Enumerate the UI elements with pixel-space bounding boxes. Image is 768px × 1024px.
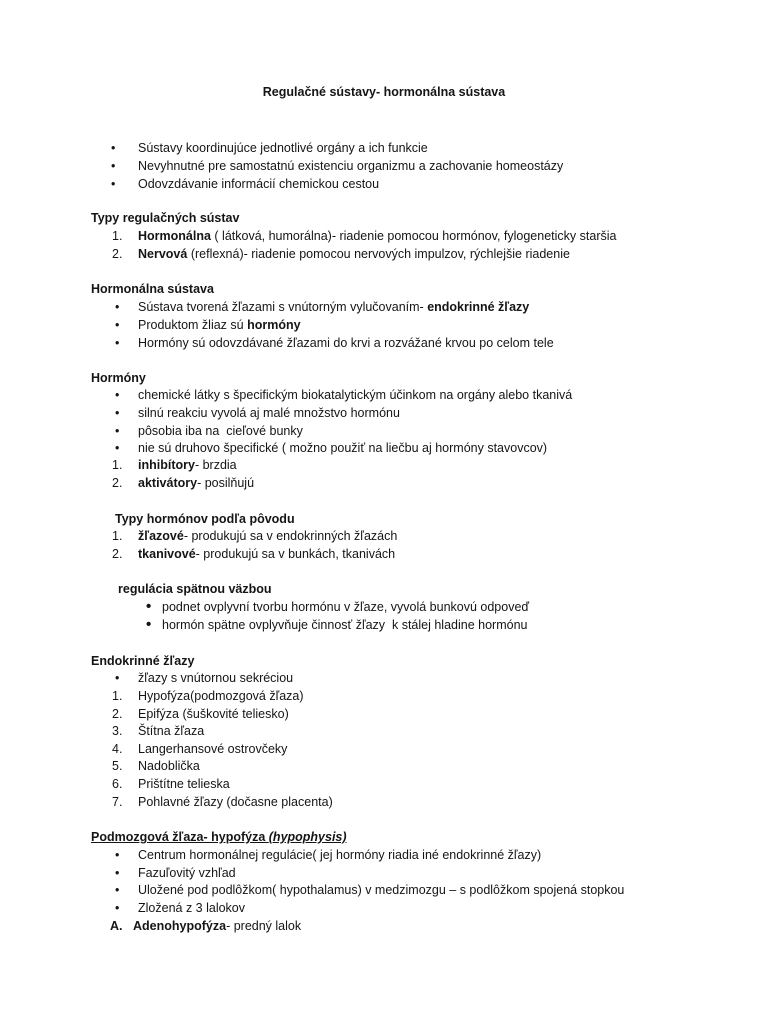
list-number: 1.: [112, 529, 123, 543]
bold-term: Adenohypofýza: [133, 919, 227, 933]
bullet-marker: •: [111, 159, 116, 173]
bullet-marker: •: [115, 848, 120, 862]
text-segment: - produkujú sa v bunkách, tkanivách: [195, 547, 396, 561]
section-heading-text: Typy hormónov podľa pôvodu: [115, 512, 295, 526]
list-item-text: Epifýza (šuškovité teliesko): [138, 707, 289, 721]
list-item-text: Zložená z 3 lalokov: [138, 901, 246, 915]
text-segment: Produktom žliaz sú: [138, 318, 248, 332]
list-letter: A.: [110, 919, 123, 933]
list-item: [0, 758, 768, 774]
list-item: [0, 882, 768, 898]
text-segment: - brzdia: [194, 458, 237, 472]
list-item: [0, 723, 768, 739]
list-item-text: [138, 246, 570, 262]
list-item: [0, 387, 768, 403]
list-item-text: Odovzdávanie informácií chemickou cestou: [138, 177, 380, 191]
list-number: 7.: [112, 795, 123, 809]
list-item: [0, 335, 768, 351]
section-heading: [0, 653, 768, 669]
section-heading-text: Typy regulačných sústav: [91, 211, 240, 225]
list-item-text: [138, 475, 254, 491]
list-item: [0, 794, 768, 810]
bullet-marker: •: [115, 318, 120, 332]
list-item-text: nie sú druhovo špecifické ( možno použiť na liečbu aj hormóny stavovcov): [138, 441, 548, 455]
text-segment: ( látková, humorálna)- riadenie pomocou hormónov, fylogeneticky staršia: [210, 229, 617, 243]
list-item: [0, 246, 768, 262]
list-item-text: Prištítne telieska: [138, 777, 230, 791]
list-number: 2.: [112, 547, 123, 561]
list-number: 2.: [112, 476, 123, 490]
list-item: [0, 741, 768, 757]
bold-term: aktivátory: [138, 476, 198, 490]
section-heading: [0, 581, 768, 597]
bold-term: hormóny: [247, 318, 301, 332]
text-segment: (reflexná)- riadenie pomocou nervových impulzov, rýchlejšie riadenie: [187, 247, 570, 261]
list-item-text: [133, 918, 301, 934]
list-item: [0, 865, 768, 881]
list-item-text: Pohlavné žľazy (dočasne placenta): [138, 795, 333, 809]
list-item-text: silnú reakciu vyvolá aj malé množstvo hormónu: [138, 406, 400, 420]
list-item-text: Nadoblička: [138, 759, 200, 773]
list-number: 6.: [112, 777, 123, 791]
list-item: [0, 299, 768, 315]
list-number: 2.: [112, 247, 123, 261]
list-item-text: Hypofýza(podmozgová žľaza): [138, 689, 304, 703]
section-heading: [0, 281, 768, 297]
list-item: [0, 546, 768, 562]
list-item: [0, 528, 768, 544]
section-heading-text: regulácia spätnou väzbou: [118, 582, 272, 596]
text-segment: - produkujú sa v endokrinných žľazách: [183, 529, 398, 543]
list-number: 5.: [112, 759, 123, 773]
bullet-marker: •: [115, 300, 120, 314]
bullet-marker: •: [115, 866, 120, 880]
section-heading-text: Hormóny: [91, 371, 146, 385]
list-item-text: Sústavy koordinujúce jednotlivé orgány a ich funkcie: [138, 141, 428, 155]
list-item-text: Fazuľovitý vzhľad: [138, 866, 236, 880]
list-item-text: Štítna žľaza: [138, 724, 205, 738]
bullet-marker: •: [115, 901, 120, 915]
list-item: [0, 440, 768, 456]
list-item-text: chemické látky s špecifickým biokatalytickým účinkom na orgány alebo tkanivá: [138, 388, 573, 402]
bullet-marker: •: [111, 177, 116, 191]
list-item: [0, 617, 768, 633]
bullet-marker: •: [146, 616, 152, 633]
list-item: [0, 176, 768, 192]
list-item: [0, 158, 768, 174]
list-item-text: [138, 299, 529, 315]
list-number: 1.: [112, 458, 123, 472]
section-heading: [0, 370, 768, 386]
heading-italic-term: (hypophysis): [268, 830, 347, 844]
bold-term: inhibítory: [138, 458, 195, 472]
section-heading: [0, 511, 768, 527]
text-segment: - posilňujú: [197, 476, 255, 490]
list-number: 4.: [112, 742, 123, 756]
bullet-marker: •: [115, 406, 120, 420]
list-item-text: Uložené pod podlôžkom( hypothalamus) v medzimozgu – s podlôžkom spojená stopkou: [138, 883, 625, 897]
list-item: [0, 706, 768, 722]
list-item: [0, 405, 768, 421]
bullet-marker: •: [115, 388, 120, 402]
bold-term: endokrinné žľazy: [427, 300, 530, 314]
bullet-marker: •: [146, 598, 152, 615]
list-item-text: Nevyhnutné pre samostatnú existenciu organizmu a zachovanie homeostázy: [138, 159, 564, 173]
list-item: [0, 317, 768, 333]
section-heading: [0, 210, 768, 226]
section-heading-text: Endokrinné žľazy: [91, 654, 195, 668]
bullet-marker: •: [111, 141, 116, 155]
bold-term: Nervová: [138, 247, 188, 261]
list-item-text: [138, 228, 616, 244]
list-item: [0, 475, 768, 491]
list-item: [0, 670, 768, 686]
list-item: [0, 423, 768, 439]
bullet-marker: •: [115, 336, 120, 350]
list-item-text: Hormóny sú odovzdávané žľazami do krvi a rozvážané krvou po celom tele: [138, 336, 554, 350]
list-item-text: [138, 546, 395, 562]
section-heading: [0, 829, 768, 845]
section-heading-text: Hormonálna sústava: [91, 282, 214, 296]
list-number: 1.: [112, 689, 123, 703]
list-item-text: pôsobia iba na cieľové bunky: [138, 424, 303, 438]
list-item: [0, 776, 768, 792]
section-heading-text: [91, 829, 347, 845]
list-item-text: [138, 457, 237, 473]
list-item-text: žľazy s vnútornou sekréciou: [138, 671, 294, 685]
list-number: 1.: [112, 229, 123, 243]
list-item-text: Centrum hormonálnej regulácie( jej hormóny riadia iné endokrinné žľazy): [138, 848, 542, 862]
heading-segment: Podmozgová žľaza- hypofýza: [91, 830, 269, 844]
text-segment: Sústava tvorená žľazami s vnútorným vylučovaním-: [138, 300, 428, 314]
bold-term: tkanivové: [138, 547, 196, 561]
bullet-marker: •: [115, 424, 120, 438]
list-item-text: podnet ovplyvní tvorbu hormónu v žľaze, vyvolá bunkovú odpoveď: [162, 600, 530, 614]
bullet-marker: •: [115, 441, 120, 455]
list-number: 2.: [112, 707, 123, 721]
list-item: [0, 457, 768, 473]
list-item-text: [138, 528, 397, 544]
list-item: [0, 599, 768, 615]
page-title: Regulačné sústavy- hormonálna sústava: [262, 85, 506, 99]
list-item: [0, 900, 768, 916]
bullet-marker: •: [115, 671, 120, 685]
list-item: [0, 847, 768, 863]
list-item-text: [138, 317, 301, 333]
text-segment: - predný lalok: [226, 919, 302, 933]
bullet-marker: •: [115, 883, 120, 897]
list-item: [0, 228, 768, 244]
list-number: 3.: [112, 724, 123, 738]
bold-term: žľazové: [138, 529, 184, 543]
list-item-text: hormón spätne ovplyvňuje činnosť žľazy k stálej hladine hormónu: [162, 618, 528, 632]
list-item-text: Langerhansové ostrovčeky: [138, 742, 288, 756]
list-item: [0, 688, 768, 704]
list-item: [0, 918, 768, 934]
bold-term: Hormonálna: [138, 229, 211, 243]
list-item: [0, 140, 768, 156]
